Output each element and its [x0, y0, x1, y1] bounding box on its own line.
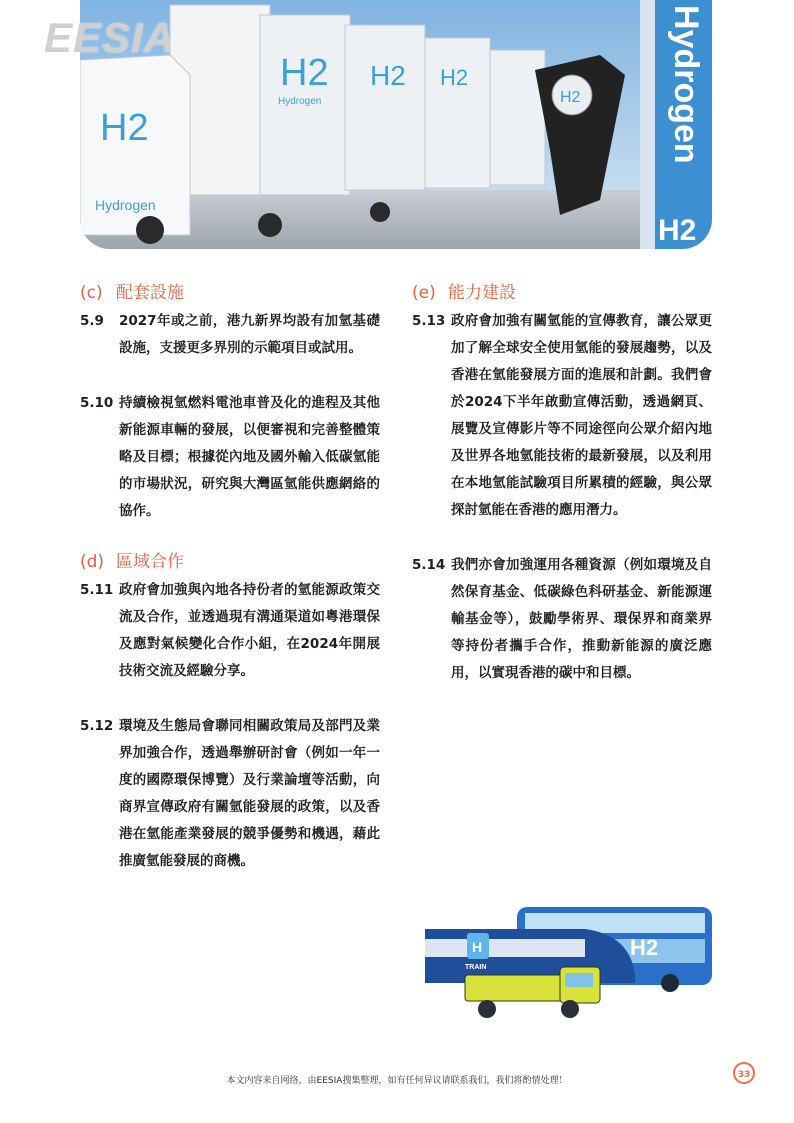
section-d-heading [80, 549, 380, 575]
paragraph-5-9 [80, 308, 380, 362]
truck-h2-label: H2 [280, 52, 329, 94]
section-d-title: 區域合作 [116, 552, 184, 572]
station-h2-sign: H2 [658, 214, 697, 247]
paragraph-text: 2027年或之前，港九新界均設有加氫基礎設施，支援更多界別的示範項目或試用。 [119, 313, 380, 356]
utility-truck-icon [465, 967, 600, 1018]
paragraph-text: 持續檢視氫燃料電池車普及化的進程及其他新能源車輛的發展，以便審視和完善整體策略及目標；根據從內地及國外輸入低碳氫能的市場狀況，研究與大灣區氫能供應網絡的協作。 [119, 395, 380, 519]
right-column [412, 280, 712, 687]
paragraph-5-12 [80, 713, 380, 875]
section-c-letter: (c) [80, 283, 103, 303]
truck-box-1 [170, 5, 350, 195]
paragraph-text: 政府會加強與內地各持份者的氫能源政策交流及合作，並透過現有溝通渠道如粵港環保及應對氣候變化合作小組，在2024年開展技術交流及經驗分享。 [119, 582, 380, 679]
eesia-logo: EESIA [44, 14, 176, 61]
paragraph-text: 政府會加強有關氫能的宣傳教育，讓公眾更加了解全球安全使用氫能的發展趨勢，以及香港在氫能發展方面的進展和計劃。我們會於2024下半年啟動宣傳活動，透過網頁、展覽及宣傳影片等不同途徑向公眾介紹內地及世界各地氫能技術的最新發展，以及利用在本地氫能試驗項目所累積的經驗，與公眾探討氫能在香港的應用潛力。 [451, 313, 712, 518]
paragraph-number: 5.14 [412, 557, 446, 573]
section-c-title: 配套設施 [116, 283, 184, 303]
svg-text:H2: H2 [560, 89, 581, 106]
paragraph-text: 環境及生態局會聯同相關政策局及部門及業界加強合作，透過舉辦研討會（例如一年一度的國際環保博覽）及行業論壇等活動，向商界宣傳政府有關氫能發展的政策，以及香港在氫能產業發展的競爭優勢和機遇，藉此推廣氫能發展的商機。 [119, 718, 380, 869]
train-badge: H [472, 939, 483, 955]
station-hydrogen-sign: Hydrogen [667, 5, 705, 164]
section-e-letter: (e) [412, 283, 436, 303]
train-label: TRAIN [465, 964, 487, 971]
section-c-heading [80, 280, 380, 306]
section-e-title: 能力建設 [448, 283, 516, 303]
truck-hydrogen-label: Hydrogen [278, 96, 322, 107]
paragraph-5-10 [80, 390, 380, 525]
paragraph-5-11 [80, 577, 380, 685]
paragraph-number: 5.10 [80, 395, 114, 411]
paragraph-text: 我們亦會加強運用各種資源（例如環境及自然保育基金、低碳綠色科研基金、新能源運輸基金等），鼓勵學術界、環保界和商業界等持份者攜手合作，推動新能源的廣泛應用，以實現香港的碳中和目標。 [451, 557, 712, 681]
section-d-letter: (d) [80, 552, 105, 572]
section-e-heading [412, 280, 712, 306]
paragraph-number: 5.9 [80, 313, 104, 329]
page-number: 33 [733, 1062, 755, 1084]
paragraph-number: 5.11 [80, 582, 114, 598]
left-column [80, 280, 380, 875]
van-hydrogen-label: Hydrogen [95, 197, 156, 213]
truck3-h2-label: H2 [440, 65, 469, 90]
vehicles-illustration [425, 905, 715, 1025]
paragraph-5-13 [412, 308, 712, 524]
paragraph-5-14 [412, 552, 712, 687]
paragraph-number: 5.13 [412, 313, 446, 329]
truck2-h2-label: H2 [370, 60, 406, 91]
paragraph-number: 5.12 [80, 718, 114, 734]
footer-disclaimer: 本文内容来自网络，由EESIA搜集整理，如有任何异议请联系我们，我们将酌情处理！ [226, 1076, 568, 1086]
van-h2-label: H2 [100, 107, 149, 149]
bus-h2-label: H2 [630, 935, 659, 960]
